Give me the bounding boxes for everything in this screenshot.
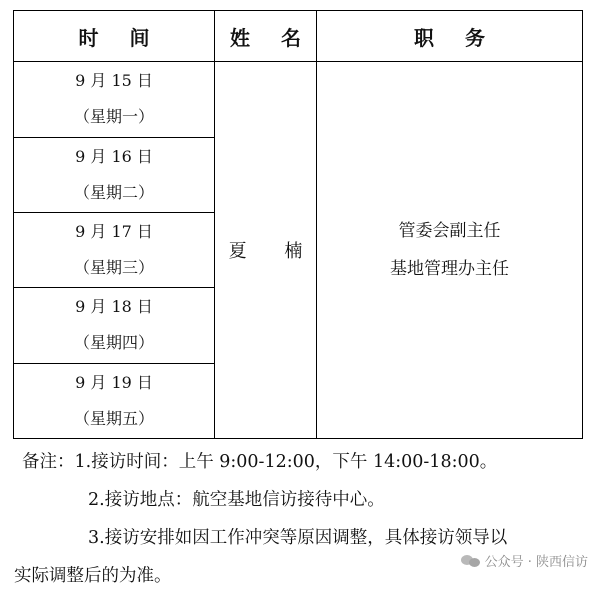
date-text: 9 月 18 日: [75, 297, 153, 317]
table-header-row: [14, 11, 583, 62]
date-cell: [14, 363, 215, 438]
note-line-4: 实际调整后的为准。: [14, 566, 172, 586]
date-cell: [14, 212, 215, 287]
date-cell: [14, 137, 215, 212]
reception-schedule-table: [13, 10, 583, 439]
weekday-text: （星期四）: [73, 333, 154, 353]
date-text: 9 月 15 日: [75, 71, 153, 91]
header-position: 职 务: [317, 11, 583, 62]
table-row: [14, 62, 583, 137]
weekday-text: （星期五）: [73, 408, 154, 428]
wechat-icon: [461, 554, 481, 568]
weekday-text: （星期一）: [73, 107, 154, 127]
date-text: 9 月 19 日: [75, 372, 153, 392]
watermark-text: 公众号 · 陕西信访: [484, 555, 588, 570]
date-text: 9 月 17 日: [75, 222, 153, 242]
wechat-watermark: [461, 551, 588, 570]
date-cell: [14, 288, 215, 363]
weekday-text: （星期二）: [73, 182, 154, 202]
official-position: [317, 62, 583, 439]
date-text: 9 月 16 日: [75, 146, 153, 166]
weekday-text: （星期三）: [73, 258, 154, 278]
note-line-1: 备注：1.接访时间：上午 9:00-12:00，下午 14:00-18:00。: [22, 452, 498, 472]
date-cell: [14, 62, 215, 137]
note-line-2: 2.接访地点：航空基地信访接待中心。: [88, 490, 385, 510]
note-line-3: 3.接访安排如因工作冲突等原因调整，具体接访领导以: [88, 528, 508, 548]
position-line: 基地管理办主任: [390, 259, 509, 280]
position-line: 管委会副主任: [398, 221, 501, 242]
header-name: 姓 名: [215, 11, 317, 62]
official-name: 夏 楠: [215, 62, 317, 439]
header-time: 时 间: [14, 11, 215, 62]
